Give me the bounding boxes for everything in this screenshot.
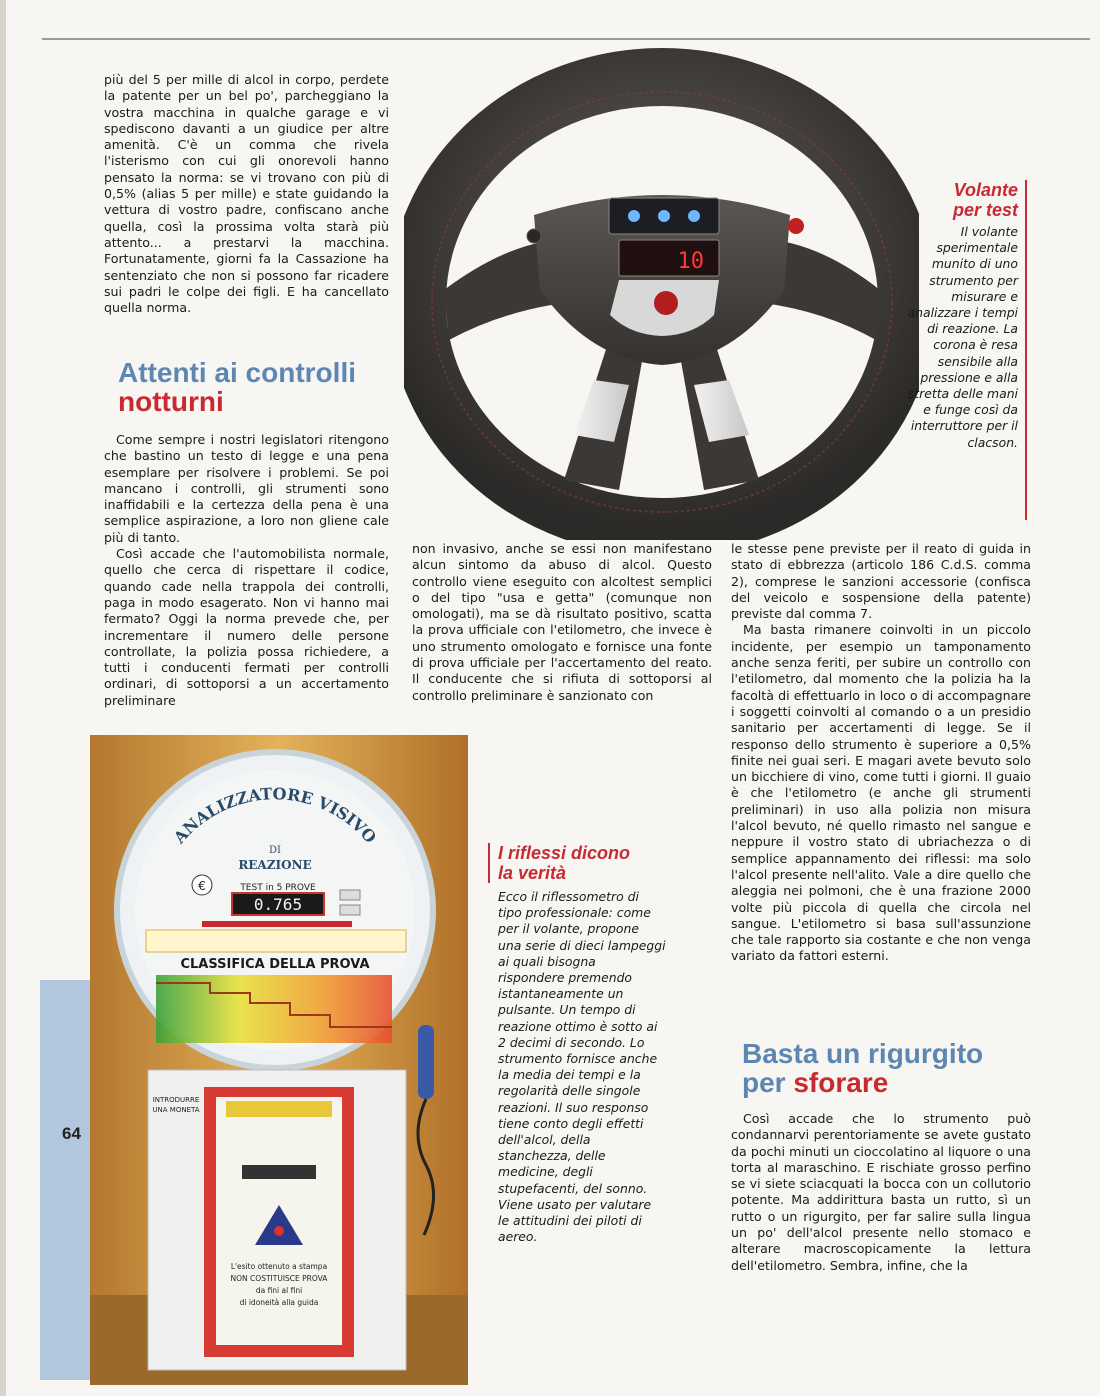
column3-text [731,541,1031,965]
side-button-1 [340,890,360,900]
bottom-line2: NON COSTITUISCE PROVA [230,1274,328,1283]
analyzer-yellow-sign [226,1101,332,1117]
bottom-line4: di idoneità alla guida [239,1298,319,1307]
analyzer-title-arc: ANALIZZATORE VISIVO [169,784,381,847]
page-side-block [40,980,90,1380]
euro-symbol: € [198,879,206,893]
bottom-line3: da fini al fini [255,1286,303,1295]
heading-line1: Attenti ai controlli [118,357,356,388]
steering-wheel-photo [404,40,919,540]
reaction-analyzer-photo [90,735,468,1385]
digital-display [619,240,719,276]
instruction-strip [202,921,352,927]
wheel-caption [898,180,1018,451]
side-button-2 [340,905,360,915]
caption-bar [488,843,490,883]
heading-line2-b: sforare [793,1067,889,1098]
push-handle [418,1025,434,1099]
coin-label-2: UNA MONETA [152,1106,200,1114]
column1-bottom-text [104,432,389,709]
paragraph: più del 5 per mille di alcol in corpo, perdete la patente per un bel po', parcheggiano la vostra macchina in qualche garage e vi spediscono davanti a un giudice per altre amenità. C'è un comma che rivela l'isterismo con cui gli onorevoli hanno pensato la norma: se vi trovano con più di 0,5% (alias 5 per mille) e state guidando la vettura di vostro padre, confiscano anche quella, così la prossima volta starà più attento... a prestarvi la macchina. Fortunatamente, giorni fa la Cassazione ha sentenziato che non si possono far ricadere sui padri le colpe dei figli. E ha cancellato quella norma. [104,72,389,316]
bottom-line1: L'esito ottenuto a stampa [230,1262,328,1271]
digital-display-value: 10 [677,249,704,274]
led-light [658,210,670,222]
caption-body: Il volante sperimentale munito di uno strumento per misurare e analizzare i tempi di reazione. La corona è resa sensibile alla pressione e alla stretta delle mani e funge così da interruttore per il clacson. [907,224,1018,450]
test-display-value: 0.765 [253,895,303,914]
ticket-slot [242,1165,316,1179]
paragraph: Ma basta rimanere coinvolti in un piccolo incidente, per esempio un tamponamento anche senza feriti, per subire un controllo con l'etilometro, dal momento che la polizia ha la facoltà di effettuarlo in loco o di accompagnare i soggetti coinvolti al comando o a un presidio sanitario per accertamenti di legge. Se il responso dello strumento è superiore a 0,5% finite nei guai seri. E magari avete bevuto solo un bicchiere di vino, come tutti i giorni. Il guaio è che l'etilometro (e anche gli strumenti preliminari) in uso alla polizia non misura l'alcol bevuto, né quello rimasto nel sangue e neppure il vostro stato di ubriachezza o di semplice appannamento dei riflessi: ma solo l'alcol presente nell'alito. Vale a dire quello che aleggia nei polmoni, che è una frazione 2000 volte più piccola di quella che circola nel sangue. L'etilometro si basa sull'assunzione che tale rapporto sia costante e che non venga variato da fattori esterni. [731,622,1031,964]
coin-label-1: INTRODURRE [152,1096,200,1104]
paragraph: non invasivo, anche se essi non manifestano alcun sintomo da abuso di alcol. Questo controllo viene eseguito con alcoltest semplici o del tipo "usa e getta" (comunque non omologati), ma se dà risultato positivo, scatta la prova ufficiale con l'etilometro, che invece è uno strumento omologato e fornisce una fonte di prova ufficiale per l'accertamento del reato. Il conducente che si rifiuta di sottoporsi al controllo preliminare è sanzionato con [412,541,712,703]
heading-line2: notturni [118,386,224,417]
classifica-chart [156,975,392,1043]
column3-bottom-text [731,1111,1031,1274]
caption-title-line2: per test [952,200,1018,220]
warning-dot [274,1226,284,1236]
heading-line1: Basta un rigurgito [742,1038,984,1069]
paragraph: le stesse pene previste per il reato di guida in stato di ebbrezza (articolo 186 C.d.S. comma 2), comprese le sanzioni accessorie (confisca del veicolo e sospensione della patente) previste dal comma 7. [731,541,1031,622]
analyzer-title-di: DI [269,845,281,856]
analyzer-title-reazione: REAZIONE [238,858,312,872]
column1-top-text [104,72,389,316]
led-light [688,210,700,222]
paragraph: Così accade che lo strumento può condannarvi perentoriamente se avete gustato da pochi minuti un cioccolatino al liquore o una torta al maraschino. E rischiate grosso perfino se vi siete sciacquati la bocca con un collutorio potente. Ma addirittura basta un rutto, sì un rutto o un rigurgito, per far salire sulla lingua un po' dell'alcol presente nello stomaco e alterare macroscopicamente la lettura dell'etilometro. Sembra, infine, che la [731,1111,1031,1273]
horn-button-left [527,229,541,243]
instruction-panel [146,930,406,952]
caption-bar [1025,180,1027,520]
caption-title-line1: Volante [953,180,1018,200]
caption-title-line2: la verità [498,863,567,883]
section-heading-controlli [118,358,356,416]
section-heading-rigurgito [742,1039,983,1097]
caption-body: Ecco il riflessometro di tipo professionale: come per il volante, propone una serie di dieci lampeggi ai quali bisogna rispondere premendo istantaneamente un pulsante. Un tempo di reazione ottimo è sotto ai 2 decimi di secondo. Lo strumento fornisce anche la media dei tempi e la regolarità delle singole reazioni. Il suo responso tiene conto degli effetti dell'alcol, della stanchezza, delle medicine, degli stupefacenti, del sonno. Viene usato per valutare le attitudini dei piloti di aereo. [498,889,666,1245]
paragraph: Come sempre i nostri legislatori ritengono che bastino un testo di legge e una pena esemplare per risolvere i problemi. Se poi mancano i controlli, gli strumenti sono inaffidabili e la certezza della pena è una semplice aspirazione, a loro non gliene cale più di tanto. [104,432,389,545]
classifica-label: CLASSIFICA DELLA PROVA [180,957,370,972]
test-label: TEST in 5 PROVE [240,883,316,893]
paragraph: Così accade che l'automobilista normale, quello che cerca di rispettare il codice, quando cade nella trappola dei controlli, paga in modo esagerato. Non vi hanno mai fermato? Oggi la norma prevede che, per incrementare il numero delle persone controllate, la polizia possa richiedere, a tutti i conducenti fermati per controlli ordinari, di sottoporsi a un accertamento preliminare [104,546,389,708]
caption-title-line1: I riflessi dicono [498,843,631,863]
page-left-edge [0,0,6,1396]
column2-text [412,541,712,704]
logo-badge [654,291,678,315]
red-button-right [788,218,804,234]
led-light [628,210,640,222]
page-number: 64 [62,1124,81,1143]
machine-caption [498,843,666,1245]
heading-line2-a: per [742,1067,794,1098]
